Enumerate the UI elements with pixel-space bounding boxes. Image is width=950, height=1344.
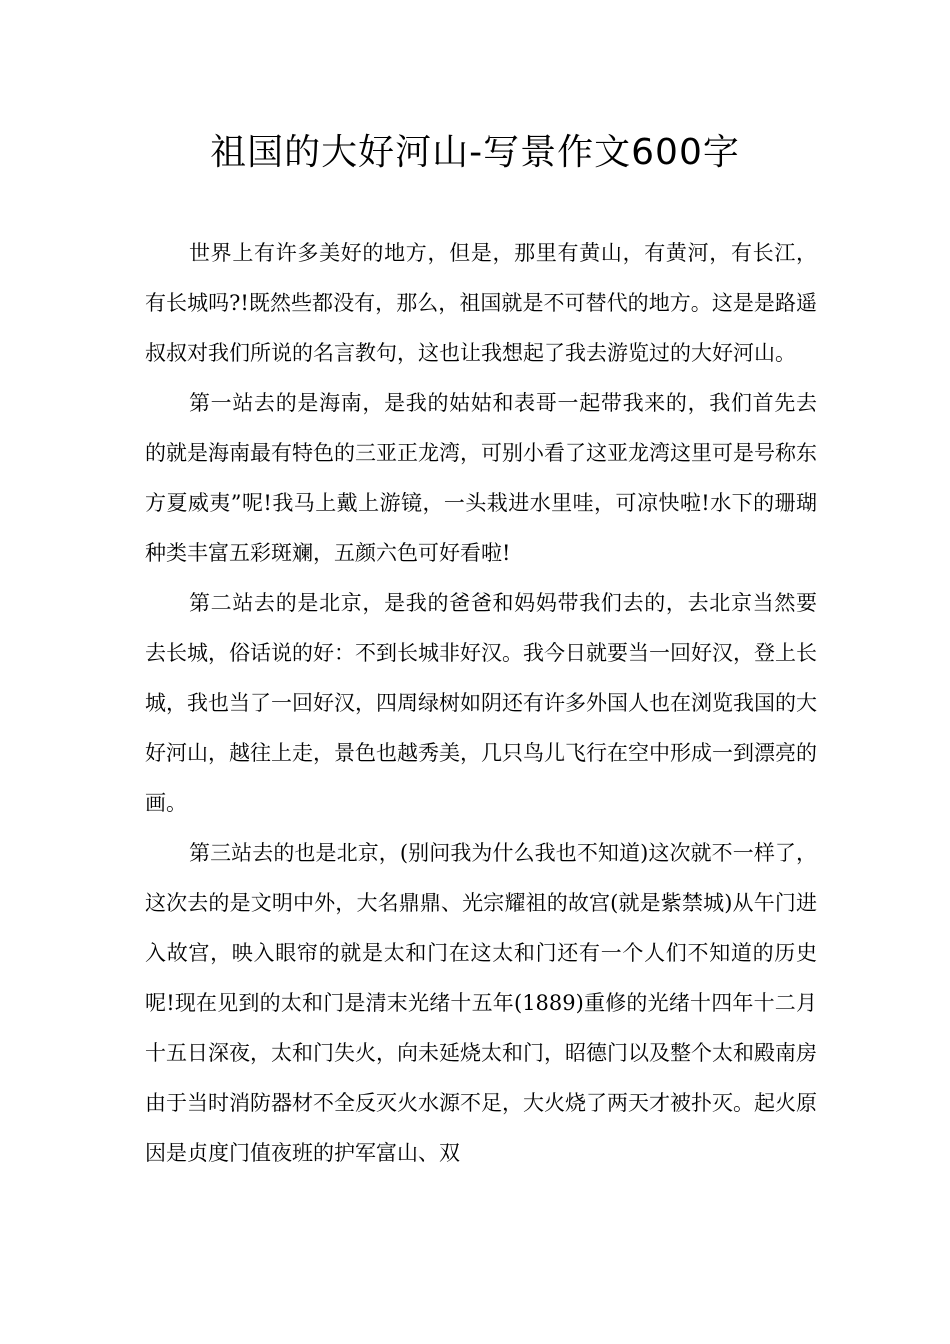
document-title: 祖国的大好河山-写景作文600字: [210, 132, 740, 173]
paragraph-2: 第一站去的是海南，是我的姑姑和表哥一起带我来的，我们首先去的就是海南最有特色的三亚正龙湾，可别小看了这亚龙湾这里可是号称东方夏威夷”呢!我马上戴上游镜，一头栽进水里哇，可凉快啦!水下的珊瑚种类丰富五彩斑斓，五颜六色可好看啦!: [145, 391, 817, 565]
document-body: [145, 228, 817, 1178]
paragraph-1: 世界上有许多美好的地方，但是，那里有黄山，有黄河，有长江，有长城吗?!既然些都没有，那么，祖国就是不可替代的地方。这是是路遥叔叔对我们所说的名言教句，这也让我想起了我去游览过的大好河山。: [145, 241, 817, 365]
paragraph-4: 第三站去的也是北京，(别问我为什么我也不知道)这次就不一样了，这次去的是文明中外，大名鼎鼎、光宗耀祖的故宫(就是紫禁城)从午门进入故宫，映入眼帘的就是太和门在这太和门还有一个人们不知道的历史呢!现在见到的太和门是清末光绪十五年(1889)重修的光绪十四年十二月十五日深夜，太和门失火，向未延烧太和门，昭德门以及整个太和殿南房由于当时消防器材不全反灭火水源不足，大火烧了两天才被扑灭。起火原因是贞度门值夜班的护军富山、双: [145, 841, 817, 1165]
paragraph-3: 第二站去的是北京，是我的爸爸和妈妈带我们去的，去北京当然要去长城，俗话说的好：不到长城非好汉。我今日就要当一回好汉，登上长城，我也当了一回好汉，四周绿树如阴还有许多外国人也在浏览我国的大好河山，越往上走，景色也越秀美，几只鸟儿飞行在空中形成一到漂亮的画。: [145, 591, 817, 815]
